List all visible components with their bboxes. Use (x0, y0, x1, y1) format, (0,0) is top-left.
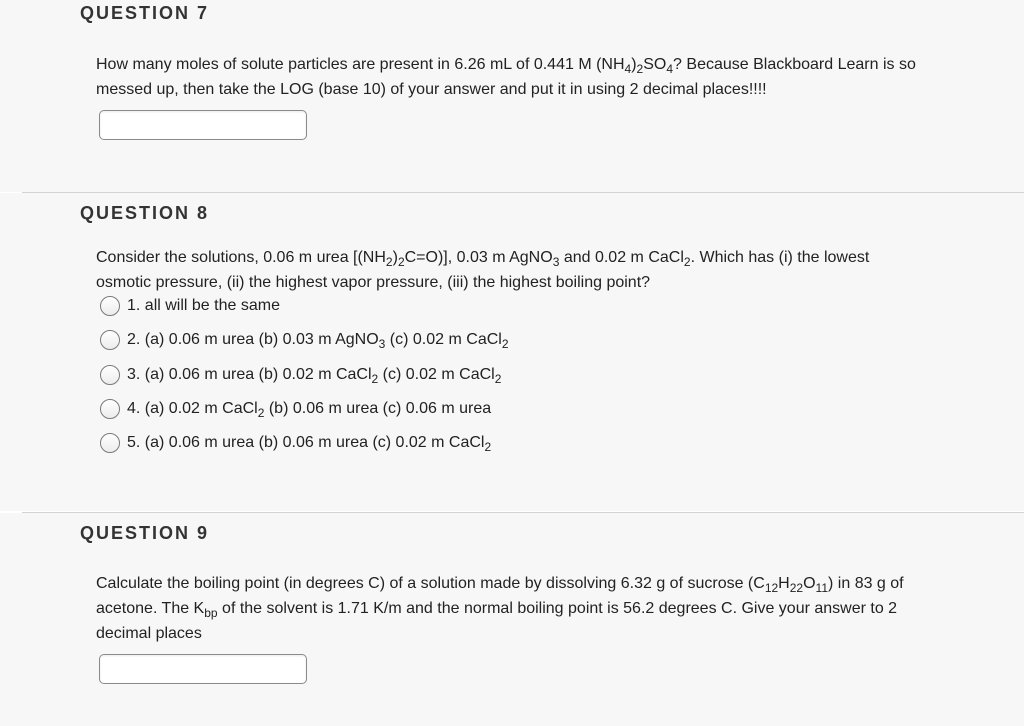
question-7-block (0, 0, 1024, 192)
option-label: 2. (a) 0.06 m urea (b) 0.03 m AgNO$_3$ (c) 0.02 m CaCl$_2$ (127, 331, 509, 351)
radio-button[interactable] (100, 330, 120, 350)
question-8-option-4[interactable] (100, 397, 491, 421)
option-label: 1. all will be the same (127, 297, 280, 314)
radio-button[interactable] (100, 433, 120, 453)
question-9-line-3: decimal places (96, 625, 202, 642)
question-8-option-2[interactable] (100, 328, 509, 352)
radio-button[interactable] (100, 365, 120, 385)
question-8-option-5[interactable] (100, 431, 491, 455)
question-8-block (0, 193, 1024, 511)
question-9-block (0, 513, 1024, 726)
question-9-title: QUESTION 9 (80, 523, 210, 543)
option-label: 3. (a) 0.06 m urea (b) 0.02 m CaCl$_2$ (c) 0.02 m CaCl$_2$ (127, 366, 502, 386)
question-8-line-2: osmotic pressure, (ii) the highest vapor pressure, (iii) the highest boiling point? (96, 274, 651, 291)
question-7-line-2: messed up, then take the LOG (base 10) of your answer and put it in using 2 decimal places!!!! (96, 81, 767, 98)
question-8-text (96, 245, 1024, 295)
option-label: 4. (a) 0.02 m CaCl$_2$ (b) 0.06 m urea (c) 0.06 m urea (127, 400, 492, 420)
question-8-title: QUESTION 8 (80, 203, 210, 223)
question-7-answer-input[interactable] (99, 110, 307, 140)
question-8-option-3[interactable] (100, 363, 501, 387)
option-label: 5. (a) 0.06 m urea (b) 0.06 m urea (c) 0.02 m CaCl$_2$ (127, 434, 492, 454)
question-7-text (96, 52, 1024, 102)
question-9-line-2: acetone. The $K_{bp}$ of the solvent is 1.71 K/m and the normal boiling point is 56.2 degrees C. Give your answer to 2 (96, 600, 898, 620)
radio-button[interactable] (100, 296, 120, 316)
question-9-text (96, 571, 1024, 646)
question-8-option-1[interactable] (100, 294, 280, 318)
question-8-line-1: Consider the solutions, 0.06 m urea $[(NH_2)_2C=O)$], 0.03 m AgNO$_3$ and 0.02 m CaCl$_2$. Which has (i) the lowest (96, 249, 870, 269)
radio-button[interactable] (100, 399, 120, 419)
question-7-line-1: How many moles of solute particles are present in 6.26 mL of 0.441 M $(NH_4)_2SO_4$? Because Blackboard Learn is so (96, 56, 916, 76)
question-7-title: QUESTION 7 (80, 3, 210, 23)
question-9-answer-input[interactable] (99, 654, 307, 684)
question-9-line-1: Calculate the boiling point (in degrees C) of a solution made by dissolving 6.32 g of sucrose $(C_{12}H_{22}O_{11})$ in 83 g of (96, 575, 904, 595)
